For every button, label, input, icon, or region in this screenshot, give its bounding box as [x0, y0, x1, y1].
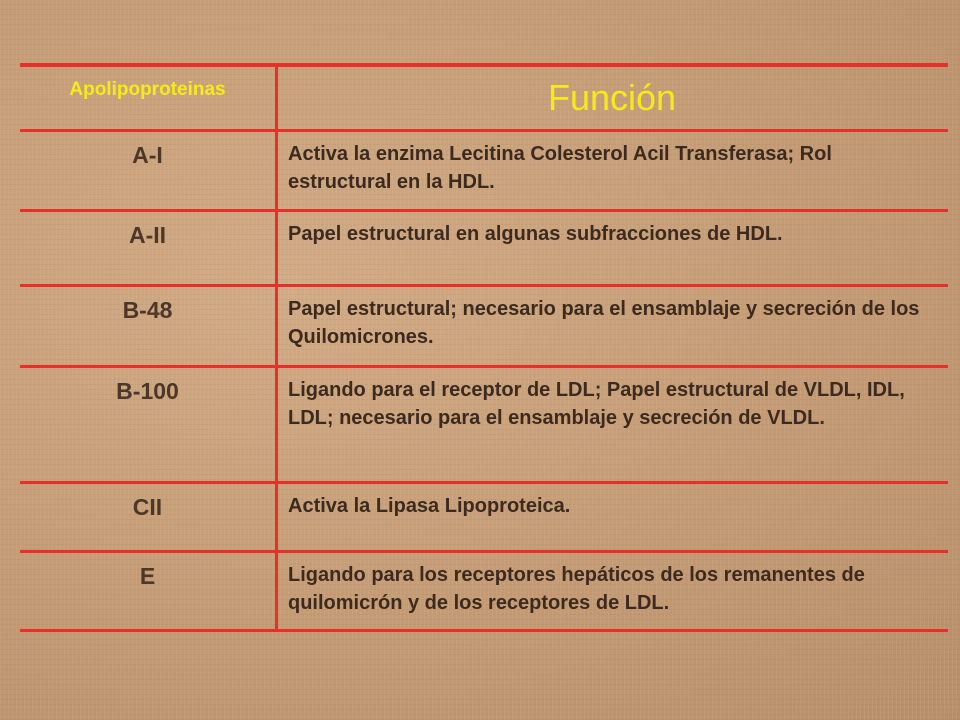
table-row	[20, 212, 948, 287]
header-apolipoproteinas: Apolipoproteinas	[20, 67, 278, 129]
apo-name: B-100	[20, 368, 278, 481]
table-row	[20, 553, 948, 632]
apo-name: A-II	[20, 212, 278, 284]
apo-function: Papel estructural en algunas subfracciones de HDL.	[288, 223, 783, 245]
apo-name: E	[20, 553, 278, 629]
apolipoprotein-table	[20, 63, 948, 632]
apo-name: B-48	[20, 287, 278, 365]
apo-name: A-I	[20, 132, 278, 209]
apo-function: Papel estructural; necesario para el ensamblaje y secreción de los Quilomicrones.	[288, 298, 920, 348]
apo-function: Activa la Lipasa Lipoproteica.	[288, 495, 571, 517]
table-header-row	[20, 67, 948, 132]
table-row	[20, 287, 948, 368]
apo-name: CII	[20, 484, 278, 550]
table-row	[20, 368, 948, 484]
header-funcion: Función	[547, 77, 677, 118]
table-row	[20, 132, 948, 212]
apo-function: Ligando para los receptores hepáticos de los remanentes de quilomicrón y de los receptores de LDL.	[288, 564, 865, 614]
table-row	[20, 484, 948, 553]
apo-function: Activa la enzima Lecitina Colesterol Acil Transferasa; Rol estructural en la HDL.	[288, 143, 832, 193]
apo-function: Ligando para el receptor de LDL; Papel estructural de VLDL, IDL, LDL; necesario para el ensamblaje y secreción de VLDL.	[288, 379, 905, 429]
